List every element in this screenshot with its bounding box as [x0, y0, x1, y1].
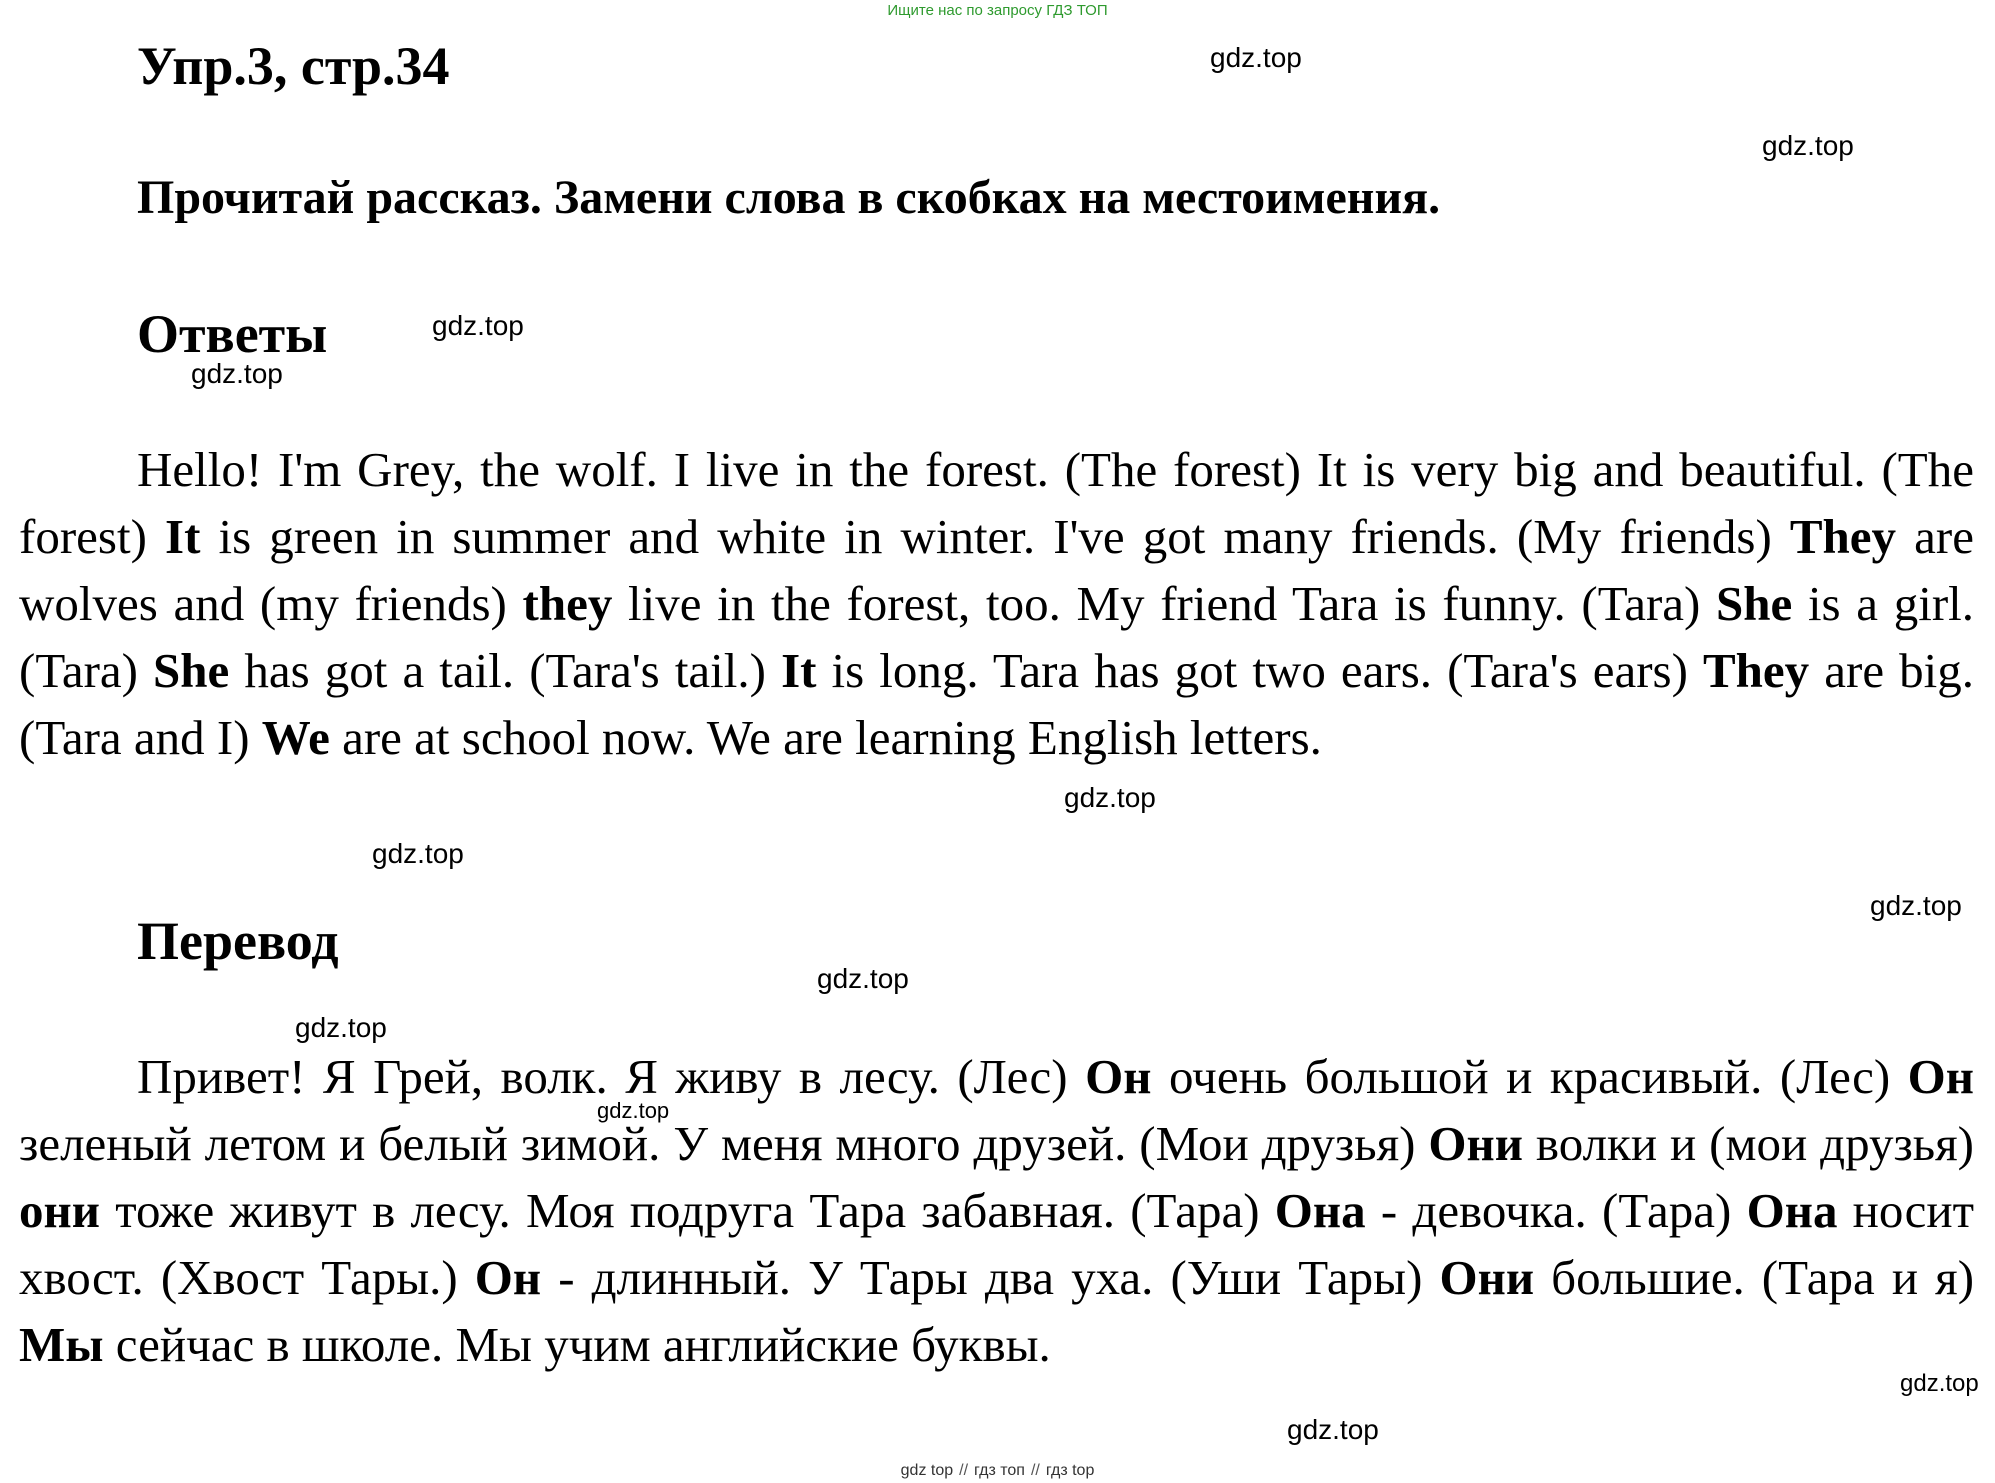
footer-links: [0, 1462, 1995, 1480]
search-banner: Ищите нас по запросу ГДЗ ТОП: [887, 2, 1108, 19]
pronoun-answer: Они: [1428, 1116, 1523, 1171]
pronoun-answer: они: [19, 1183, 100, 1238]
watermark: gdz.top: [1210, 42, 1302, 73]
text-run: is a girl. (Tara): [19, 576, 1974, 698]
translation-paragraph: [19, 1043, 1974, 1378]
pronoun-answer: They: [1703, 643, 1810, 698]
pronoun-answer: We: [261, 710, 330, 765]
footer-link[interactable]: гдз top: [1045, 1462, 1095, 1479]
text-run: is long. Tara has got two ears. (Tara's ears): [816, 643, 1703, 698]
text-run: - девочка. (Тара): [1365, 1183, 1747, 1238]
pronoun-answer: Она: [1274, 1183, 1366, 1238]
text-run: is green in summer and white in winter. I've got many friends. (My friends): [200, 509, 1790, 564]
watermark: gdz.top: [597, 1098, 670, 1123]
text-run: Привет! Я Грей, волк. Я живу в лесу. (Лес): [137, 1049, 1086, 1104]
text-run: сейчас в школе. Мы учим английские буквы.: [103, 1317, 1051, 1372]
pronoun-answer: Он: [1085, 1049, 1152, 1104]
pronoun-answer: She: [1716, 576, 1793, 631]
exercise-title: Упр.3, стр.34: [137, 36, 450, 96]
pronoun-answer: Они: [1439, 1250, 1535, 1305]
text-run: are wolves and (my friends): [19, 509, 1974, 631]
text-run: очень большой и красивый. (Лес): [1151, 1049, 1908, 1104]
answers-heading: Ответы: [137, 304, 328, 364]
text-run: are big. (Tara and I): [19, 643, 1975, 765]
watermark: gdz.top: [1870, 890, 1962, 921]
footer-link[interactable]: гдз топ: [974, 1462, 1025, 1479]
pronoun-answer: Мы: [19, 1317, 104, 1372]
translation-heading: Перевод: [137, 911, 339, 971]
pronoun-answer: Он: [1907, 1049, 1974, 1104]
pronoun-answer: Она: [1746, 1183, 1838, 1238]
footer-separator: //: [959, 1462, 969, 1479]
footer-separator: //: [1030, 1462, 1040, 1479]
watermark: gdz.top: [372, 838, 464, 869]
watermark: gdz.top: [1900, 1370, 1979, 1397]
text-run: has got a tail. (Tara's tail.): [229, 643, 782, 698]
pronoun-answer: Он: [474, 1250, 542, 1305]
watermark: gdz.top: [432, 310, 524, 341]
watermark: gdz.top: [1064, 782, 1156, 813]
text-run: волки и (мои друзья): [1522, 1116, 1974, 1171]
watermark: gdz.top: [817, 963, 909, 994]
footer-link[interactable]: gdz top: [900, 1462, 954, 1479]
watermark: gdz.top: [191, 358, 283, 389]
text-run: тоже живут в лесу. Моя подруга Тара забавная. (Тара): [99, 1183, 1275, 1238]
text-run: - длинный. У Тары два уха. (Уши Тары): [541, 1250, 1440, 1305]
pronoun-answer: It: [781, 643, 817, 698]
exercise-instruction: Прочитай рассказ. Замени слова в скобках на местоимения.: [137, 171, 1441, 224]
pronoun-answer: they: [522, 576, 613, 631]
text-run: зеленый летом и белый зимой. У меня много друзей. (Мои друзья): [19, 1116, 1429, 1171]
text-run: are at school now. We are learning English letters.: [329, 710, 1322, 765]
text-run: большие. (Тара и я): [1534, 1250, 1975, 1305]
answer-paragraph: [19, 436, 1974, 771]
watermark: gdz.top: [1762, 130, 1854, 161]
text-run: Hello! I'm Grey, the wolf. I live in the forest. (The forest) It is very big and beautiful. (The forest): [19, 442, 1974, 564]
text-run: носит хвост. (Хвост Тары.): [19, 1183, 1975, 1305]
watermark: gdz.top: [295, 1012, 387, 1043]
pronoun-answer: They: [1789, 509, 1897, 564]
pronoun-answer: It: [165, 509, 201, 564]
text-run: live in the forest, too. My friend Tara is funny. (Tara): [612, 576, 1717, 631]
pronoun-answer: She: [153, 643, 230, 698]
watermark: gdz.top: [1287, 1414, 1379, 1445]
